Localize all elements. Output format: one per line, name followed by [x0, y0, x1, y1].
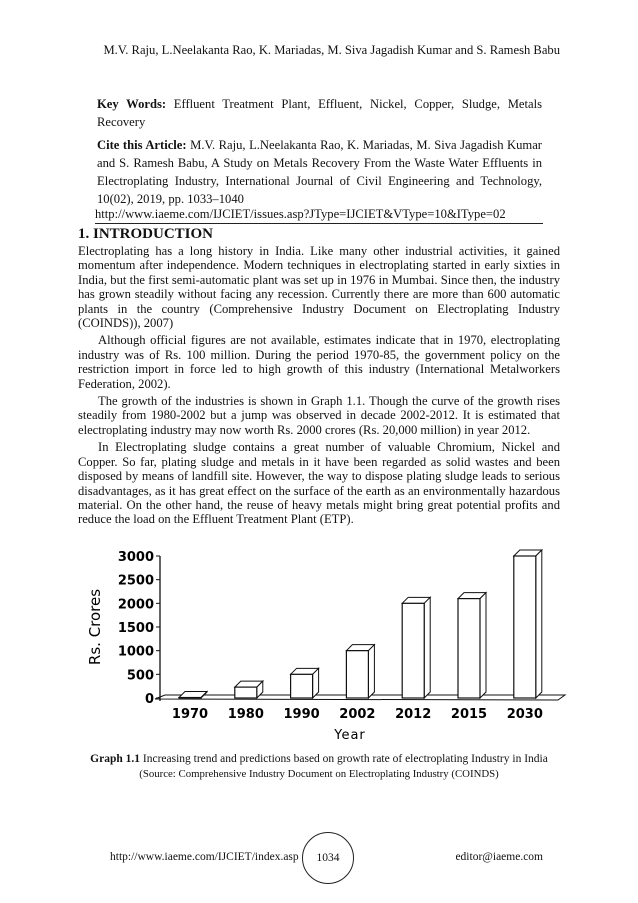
footer-email[interactable]: editor@iaeme.com	[455, 851, 543, 863]
y-tick-label: 3000	[117, 550, 154, 565]
paragraph: In Electroplating sludge contains a great number of valuable Chromium, Nickel and Copper. So far, plating sludge and metals in it have been regarded as solid wastes and been disposed by means of landfill site. However, the way to dispose plating sludge leads to serious disadvantages, as it has great effect on the surface of the earth as an environmentally hazardous material. On the other hand, the reuse of heavy metals might bring great potential profits and reduce the load on the Effluent Treatment Plant (ETP).	[78, 440, 560, 527]
keywords-text: Effluent Treatment Plant, Effluent, Nickel, Copper, Sludge, Metals Recovery	[97, 97, 542, 129]
citation-text: M.V. Raju, L.Neelakanta Rao, K. Mariadas, M. Siva Jagadish Kumar and S. Ramesh Babu, A Study on Metals Recovery From the Waste Water Effluents in Electroplating Industry, International Journal of Civil Engineering and Technology, 10(02), 2019, pp. 1033–1040	[97, 138, 543, 206]
x-tick-label: 1980	[227, 707, 264, 722]
page-number: 1034	[302, 832, 354, 884]
bar-side	[424, 597, 430, 698]
y-tick-label: 1500	[117, 621, 154, 636]
growth-bar-chart	[80, 542, 580, 747]
section-title: 1. INTRODUCTION	[78, 226, 214, 242]
bar	[291, 674, 313, 698]
y-tick-label: 500	[126, 668, 154, 684]
bar-side	[480, 593, 486, 698]
x-tick-label: 1970	[171, 707, 209, 722]
bar	[402, 603, 424, 698]
y-tick-label: 2000	[117, 597, 154, 613]
paragraph: Although official figures are not available, estimates indicate that in 1970, electroplating industry was of Rs. 100 million. During the period 1970-85, the government policy on the restriction import in force led to high growth of this industry (International Metalworkers Federation, 2002).	[78, 333, 560, 391]
bar	[179, 698, 201, 699]
y-axis-label: Rs. Crores	[86, 588, 104, 666]
article-link[interactable]: http://www.iaeme.com/IJCIET/issues.asp?JType=IJCIET&VType=10&IType=02	[95, 207, 543, 224]
x-tick-label: 2012	[395, 707, 432, 722]
footer-url[interactable]: http://www.iaeme.com/IJCIET/index.asp	[110, 851, 299, 863]
y-tick-label: 2500	[117, 573, 154, 589]
x-tick-label: 2015	[450, 707, 488, 722]
paragraph: The growth of the industries is shown in Graph 1.1. Though the curve of the growth rises steadily from 1980-2002 but a jump was observed in decade 2002-2012. It is estimated that electroplating industry may now worth Rs. 2000 crores (Rs. 20,000 million) in year 2012.	[78, 394, 560, 437]
bar	[235, 687, 257, 698]
y-tick-label: 1000	[117, 644, 154, 660]
bar-side	[368, 645, 374, 698]
bar-side	[313, 668, 319, 698]
bar-side	[536, 550, 542, 698]
x-tick-label: 1990	[283, 707, 320, 722]
caption-text: Increasing trend and predictions based on growth rate of electroplating Industry in India	[140, 753, 548, 765]
keywords	[97, 95, 542, 131]
caption-label: Graph 1.1	[90, 753, 141, 765]
running-header: M.V. Raju, L.Neelakanta Rao, K. Mariadas, M. Siva Jagadish Kumar and S. Ramesh Babu	[103, 43, 560, 57]
bar	[514, 556, 536, 698]
graph-caption	[0, 752, 638, 782]
paragraph: Electroplating has a long history in India. Like many other industrial activities, it gained momentum after independence. Modern techniques in electroplating started in early sixties in India, but the first semi-automatic plant was set up in 1976 in Mumbai. Since then, the industry has grown steadily without facing any recession. Currently there are more than 600 automatic plants in the country (Comprehensive Industry Document on Electroplating Industry (COINDS)), 2007)	[78, 244, 560, 331]
x-axis-label: Year	[334, 728, 366, 743]
x-tick-label: 2002	[339, 707, 376, 722]
x-tick-label: 2030	[506, 707, 543, 722]
section-body	[78, 244, 560, 530]
keywords-label: Key Words:	[97, 97, 167, 111]
citation-label: Cite this Article:	[97, 138, 187, 152]
caption-source: (Source: Comprehensive Industry Document on Electroplating Industry (COINDS)	[139, 768, 499, 780]
bar	[346, 651, 368, 698]
y-tick-label: 0	[144, 692, 154, 707]
citation	[97, 136, 542, 208]
bar	[458, 599, 480, 698]
